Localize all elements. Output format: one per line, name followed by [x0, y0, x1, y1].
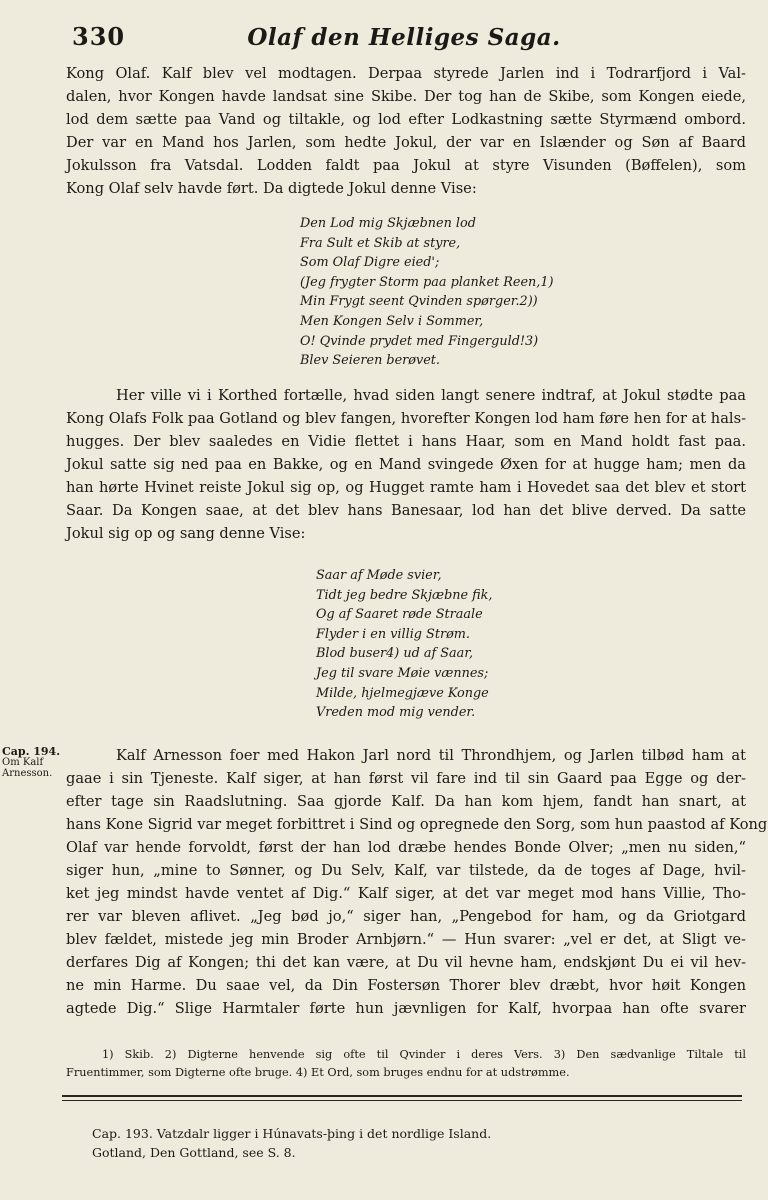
text-line: Her ville vi i Korthed fortælle, hvad siden langt senere indtraf, at Jokul stødte paa	[116, 387, 746, 404]
page-header	[66, 22, 742, 54]
verse-line: Fra Sult et Skib at styre,	[300, 235, 461, 251]
verse-line: Vreden mod mig vender.	[316, 705, 476, 721]
text-line: hugges. Der blev saaledes en Vidie flettet i hans Haar, som en Mand holdt fast paa.	[66, 433, 746, 450]
text-line: han hørte Hvinet reiste Jokul sig op, og Hugget ramte ham i Hovedet saa det blev et stort	[66, 479, 746, 496]
text-line: hans Kone Sigrid var meget forbittret i Sind og opregnede den Sorg, som hun paastod af Kong	[66, 816, 768, 833]
verse-line: Tidt jeg bedre Skjæbne fik,	[316, 587, 493, 603]
text-line: dalen, hvor Kongen havde landsat sine Skibe. Der tog han de Skibe, som Kongen eiede,	[66, 88, 746, 105]
text-line: ne min Harme. Du saae vel, da Din Fostersøn Thorer blev dræbt, hvor høit Kongen	[66, 977, 746, 994]
verse-line: Men Kongen Selv i Sommer,	[300, 313, 484, 329]
text-line: Kong Olafs Folk paa Gotland og blev fangen, hvorefter Kongen lod ham føre hen for at hals-	[66, 410, 746, 427]
paragraph-1	[66, 62, 746, 200]
footnote-line: 1) Skib. 2) Digterne henvende sig ofte til Qvinder i deres Vers. 3) Den sædvanlige Tiltale til	[102, 1048, 746, 1061]
text-line: Jokul sig op og sang denne Vise:	[66, 525, 306, 542]
text-line: Jokul satte sig ned paa en Bakke, og en Mand svingede Øxen for at hugge ham; men da	[66, 456, 746, 473]
margin-line: Om Kalf	[2, 757, 44, 768]
text-line: Olaf var hende forvoldt, først der han lod dræbe hendes Bonde Olver; „men nu siden,“	[66, 839, 746, 856]
verse-line: Blev Seieren berøvet.	[300, 353, 440, 369]
verse-line: Milde, hjelmegjæve Konge	[316, 685, 489, 701]
text-line: siger hun, „mine to Sønner, og Du Selv, Kalf, var tilstede, da de toges af Dage, hvil-	[66, 862, 746, 879]
verse-line: Saar af Møde svier,	[316, 568, 442, 583]
verse-line: Flyder i en villig Strøm.	[316, 626, 470, 642]
text-line: blev fældet, mistede jeg min Broder Arnbjørn.“ — Hun svarer: „vel er det, at Sligt ve-	[66, 931, 746, 948]
margin-note	[2, 746, 62, 779]
paragraph-2	[66, 384, 746, 545]
text-line: gaae i sin Tjeneste. Kalf siger, at han først vil fare ind til sin Gaard paa Egge og der-	[66, 770, 746, 787]
verse-line: Jeg til svare Møie vænnes;	[316, 665, 489, 681]
verse-1	[300, 214, 554, 371]
verse-line: Og af Saaret røde Straale	[316, 607, 483, 623]
text-line: Kong Olaf selv havde ført. Da digtede Jokul denne Vise:	[66, 180, 477, 197]
chapter-note	[92, 1124, 732, 1162]
paragraph-3	[66, 744, 768, 1020]
text-line: Kalf Arnesson foer med Hakon Jarl nord til Throndhjem, og Jarlen tilbød ham at	[116, 747, 746, 764]
text-line: Saar. Da Kongen saae, at det blev hans Banesaar, lod han det blive derved. Da satte	[66, 502, 746, 519]
text-line: derfares Dig af Kongen; thi det kan være, at Du vil hevne ham, endskjønt Du ei vil hev-	[66, 954, 746, 971]
note-line: Gotland, Den Gottland, see S. 8.	[92, 1145, 296, 1160]
note-line: Cap. 193. Vatzdalr ligger i Húnavats-þing i det nordlige Island.	[92, 1126, 492, 1141]
text-line: Jokulsson fra Vatsdal. Lodden faldt paa Jokul at styre Visunden (Bøffelen), som	[66, 157, 746, 174]
text-line: lod dem sætte paa Vand og tiltakle, og lod efter Lodkastning sætte Styrmænd ombord.	[66, 111, 746, 128]
footnotes	[66, 1046, 746, 1082]
text-line: rer var bleven aflivet. „Jeg bød jo,“ siger han, „Pengebod for ham, og da Griotgard	[66, 908, 746, 925]
page-number: 330	[72, 22, 126, 51]
running-head: Olaf den Helliges Saga.	[247, 24, 561, 51]
divider-rule	[62, 1095, 742, 1101]
margin-line: Arnesson.	[2, 768, 53, 779]
text-line: efter tage sin Raadslutning. Saa gjorde Kalf. Da han kom hjem, fandt han snart, at	[66, 793, 746, 810]
text-line: Der var en Mand hos Jarlen, som hedte Jokul, der var en Islænder og Søn af Baard	[66, 134, 746, 151]
text-line: agtede Dig.“ Slige Harmtaler førte hun jævnligen for Kalf, hvorpaa han ofte svarer	[66, 1000, 746, 1017]
verse-line: O! Qvinde prydet med Fingerguld!3)	[300, 333, 539, 349]
verse-line: Blod buser4) ud af Saar,	[316, 646, 474, 662]
verse-line: Den Lod mig Skjæbnen lod	[300, 216, 476, 231]
text-line: Kong Olaf. Kalf blev vel modtagen. Derpaa styrede Jarlen ind i Todrarfjord i Val-	[66, 65, 746, 82]
margin-chapter: Cap. 194.	[2, 745, 61, 758]
verse-line: Som Olaf Digre eied';	[300, 255, 440, 271]
text-line: ket jeg mindst havde ventet af Dig.“ Kalf siger, at det var meget mod hans Villie, Tho-	[66, 885, 746, 902]
footnote-line: Fruentimmer, som Digterne ofte bruge. 4) Et Ord, som bruges endnu for at udstrømme.	[66, 1066, 570, 1079]
verse-2	[316, 566, 493, 723]
verse-line: (Jeg frygter Storm paa planket Reen,1)	[300, 274, 554, 290]
verse-line: Min Frygt seent Qvinden spørger.2))	[300, 294, 538, 310]
